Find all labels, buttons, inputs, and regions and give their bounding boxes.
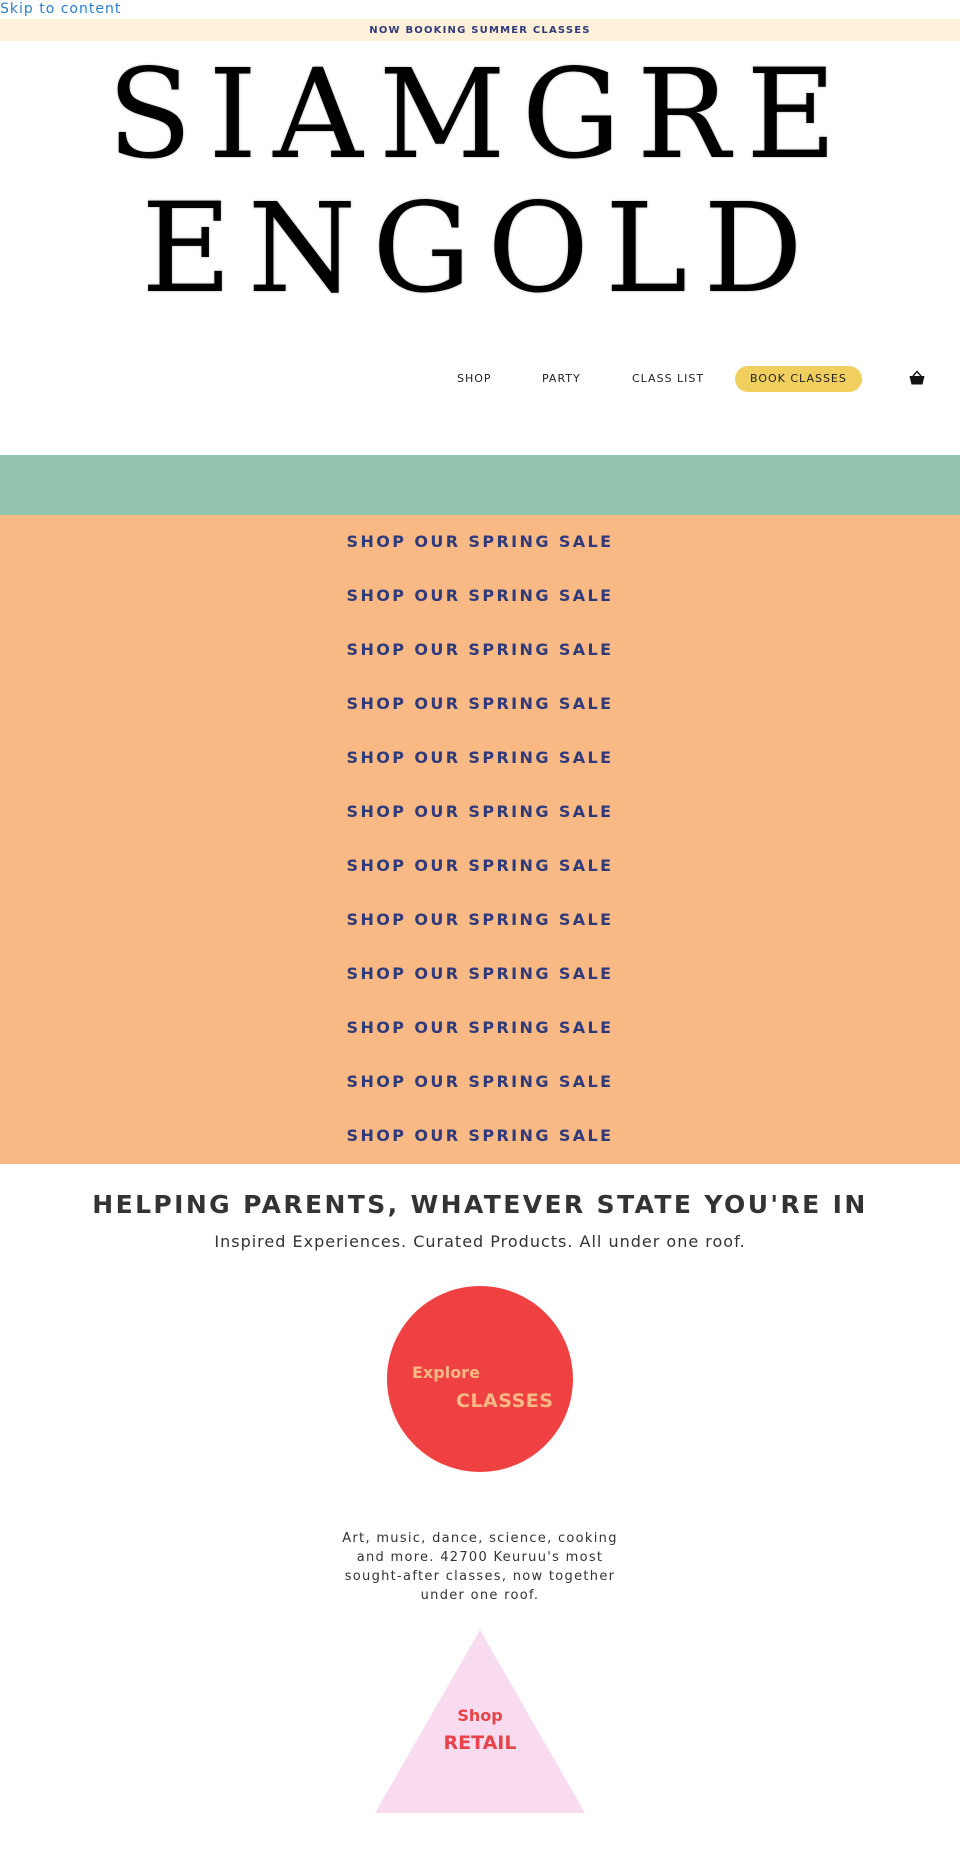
main-navigation: [0, 366, 960, 392]
sale-line[interactable]: SHOP OUR SPRING SALE: [346, 1126, 614, 1145]
nav-item-shop[interactable]: SHOP: [457, 372, 492, 385]
explore-classes-button[interactable]: [387, 1286, 573, 1472]
sale-line[interactable]: SHOP OUR SPRING SALE: [346, 856, 614, 875]
sale-line[interactable]: SHOP OUR SPRING SALE: [346, 748, 614, 767]
basket-icon[interactable]: [908, 369, 926, 387]
nav-item-class-list[interactable]: CLASS LIST: [632, 372, 705, 385]
shop-retail-button[interactable]: [375, 1630, 585, 1815]
site-logo[interactable]: [0, 43, 960, 321]
logo-line-1: SIAMGRE: [107, 43, 853, 187]
sale-line[interactable]: SHOP OUR SPRING SALE: [346, 586, 614, 605]
classes-label: CLASSES: [456, 1390, 554, 1412]
page-subheading: Inspired Experiences. Curated Products. All under one roof.: [214, 1232, 746, 1251]
green-banner: [0, 455, 960, 515]
announcement-text: NOW BOOKING SUMMER CLASSES: [369, 24, 591, 36]
sale-line[interactable]: SHOP OUR SPRING SALE: [346, 1018, 614, 1037]
sale-line[interactable]: SHOP OUR SPRING SALE: [346, 532, 614, 551]
shop-label: Shop: [457, 1706, 503, 1725]
sale-line[interactable]: SHOP OUR SPRING SALE: [346, 640, 614, 659]
classes-description: Art, music, dance, science, cooking and more. 42700 Keuruu's most sought-after classes, now together under one roof.: [342, 1531, 618, 1603]
nav-item-party[interactable]: PARTY: [542, 372, 581, 385]
announcement-bar[interactable]: [0, 19, 960, 41]
sale-line[interactable]: SHOP OUR SPRING SALE: [346, 802, 614, 821]
sale-line[interactable]: SHOP OUR SPRING SALE: [346, 910, 614, 929]
sale-line[interactable]: SHOP OUR SPRING SALE: [346, 964, 614, 983]
page-heading: HELPING PARENTS, WHATEVER STATE YOU'RE IN: [92, 1190, 868, 1219]
sale-line[interactable]: SHOP OUR SPRING SALE: [346, 1072, 614, 1091]
book-classes-button[interactable]: BOOK CLASSES: [735, 366, 862, 392]
explore-label: Explore: [412, 1363, 480, 1382]
retail-label: RETAIL: [443, 1732, 517, 1754]
spring-sale-banner[interactable]: [0, 515, 960, 1164]
skip-to-content-link[interactable]: Skip to content: [0, 1, 122, 17]
logo-line-2: ENGOLD: [141, 177, 819, 321]
sale-line[interactable]: SHOP OUR SPRING SALE: [346, 694, 614, 713]
